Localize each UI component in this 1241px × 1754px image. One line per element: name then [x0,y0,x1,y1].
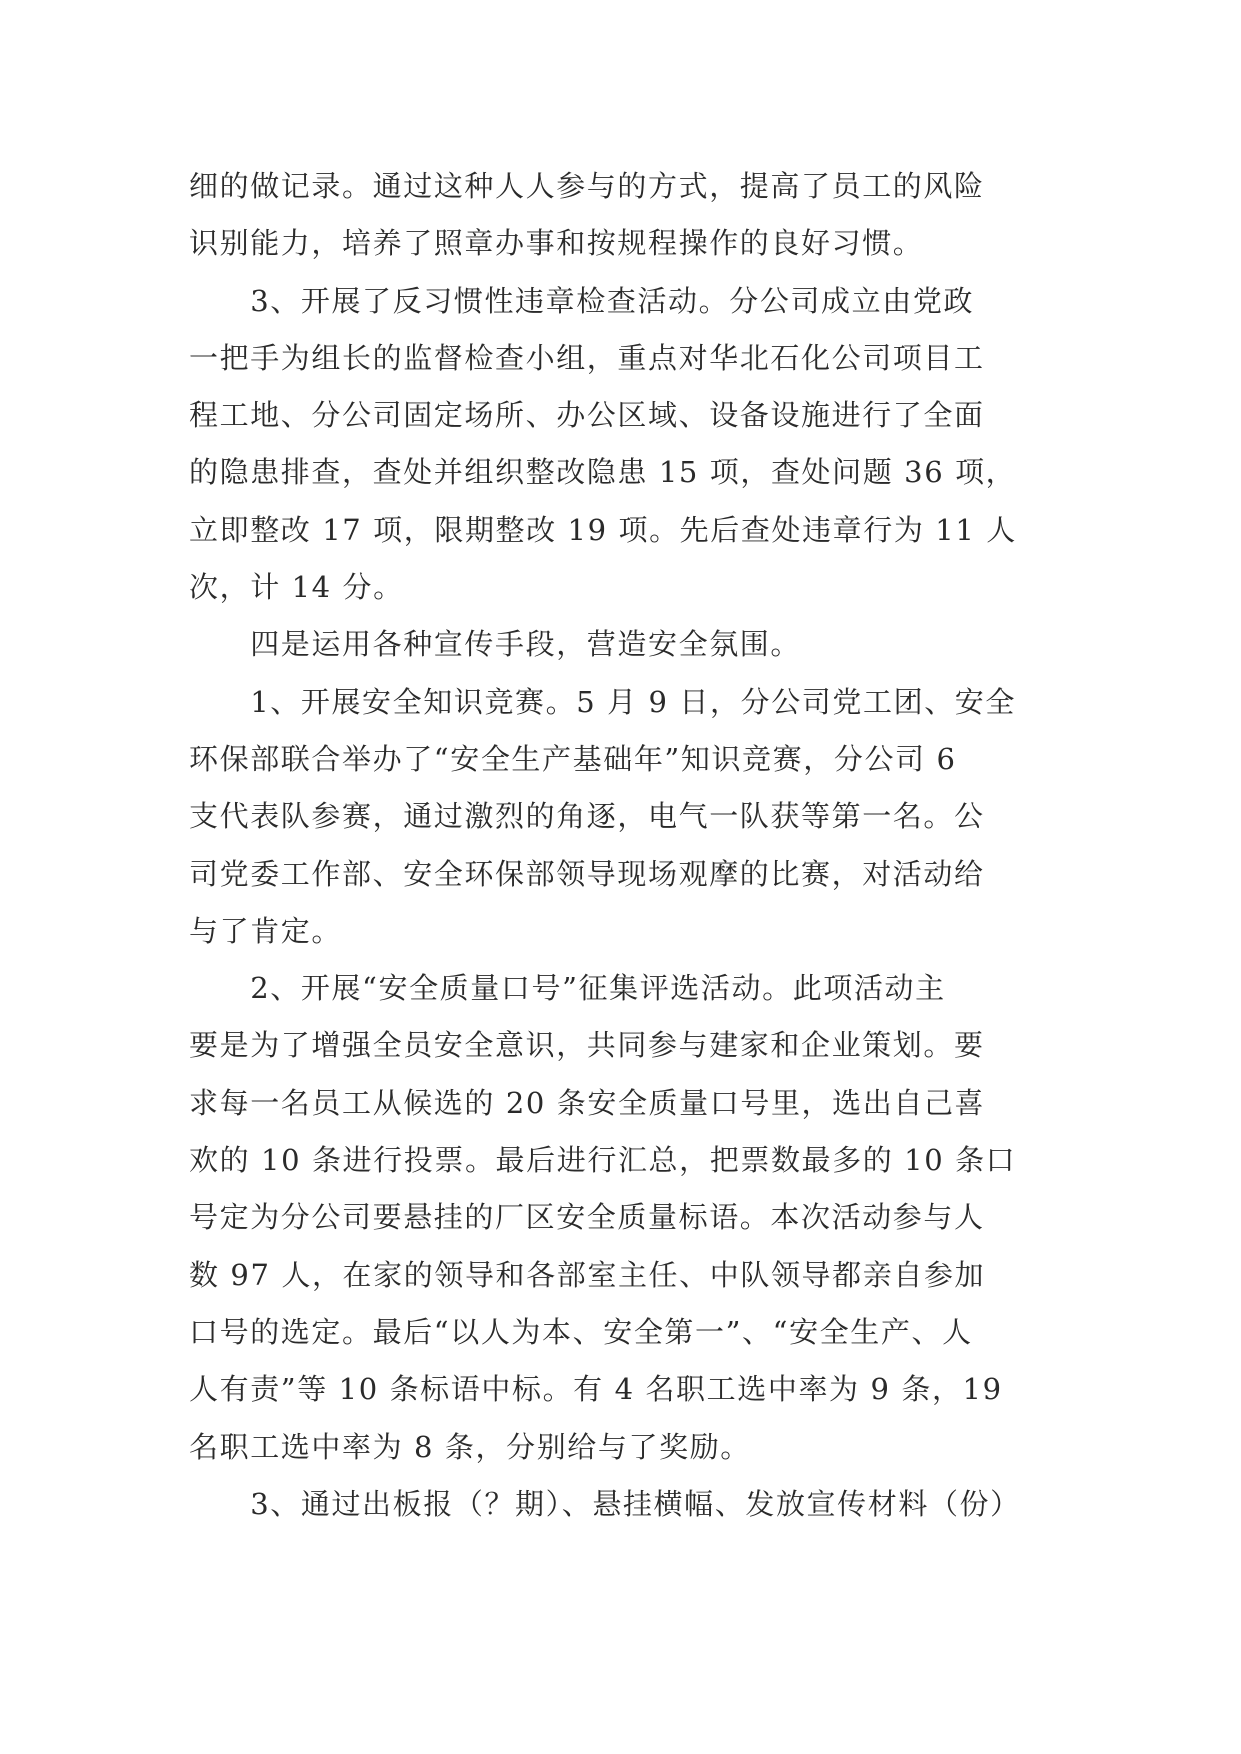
text-line: 支代表队参赛，通过激烈的角逐，电气一队获等第一名。公 [189,799,985,834]
text-line: 司党委工作部、安全环保部领导现场观摩的比赛，对活动给 [189,856,985,891]
document-body [189,158,1069,1533]
text-line: 1、开展安全知识竞赛。5 月 9 日，分公司党工团、安全 [189,684,1017,719]
text-line: 的隐患排查，查处并组织整改隐患 15 项，查处问题 36 项， [189,455,1017,490]
text-line: 名职工选中率为 8 条，分别给与了奖励。 [189,1429,751,1464]
text-line: 口号的选定。最后“以人为本、安全第一”、“安全生产、人 [189,1314,973,1349]
text-line: 四是运用各种宣传手段，营造安全氛围。 [189,627,802,662]
text-line: 3、通过出板报（？期）、悬挂横幅、发放宣传材料（份） [189,1486,1021,1521]
text-line: 细的做记录。通过这种人人参与的方式，提高了员工的风险 [189,169,985,203]
text-line: 程工地、分公司固定场所、办公区域、设备设施进行了全面 [189,398,985,433]
text-line: 欢的 10 条进行投票。最后进行汇总，把票数最多的 10 条口 [189,1143,1017,1178]
text-line: 求每一名员工从候选的 20 条安全质量口号里，选出自己喜 [189,1085,986,1120]
text-line: 要是为了增强全员安全意识，共同参与建家和企业策划。要 [189,1028,985,1063]
text-line: 环保部联合举办了“安全生产基础年”知识竞赛，分公司 6 [189,741,957,776]
text-line: 识别能力，培养了照章办事和按规程操作的良好习惯。 [189,226,924,261]
text-line: 立即整改 17 项，限期整改 19 项。先后查处违章行为 11 人 [189,512,1017,547]
text-line: 次，计 14 分。 [189,570,404,605]
text-line: 人有责”等 10 条标语中标。有 4 名职工选中率为 9 条，19 [189,1372,1003,1407]
text-line: 一把手为组长的监督检查小组，重点对华北石化公司项目工 [189,340,985,375]
text-line: 2、开展“安全质量口号”征集评选活动。此项活动主 [189,971,946,1006]
text-line: 与了肯定。 [189,913,343,948]
text-line: 3、开展了反习惯性违章检查活动。分公司成立由党政 [189,283,975,318]
text-line: 数 97 人，在家的领导和各部室主任、中队领导都亲自参加 [189,1257,986,1292]
text-line: 号定为分公司要悬挂的厂区安全质量标语。本次活动参与人 [189,1200,985,1235]
